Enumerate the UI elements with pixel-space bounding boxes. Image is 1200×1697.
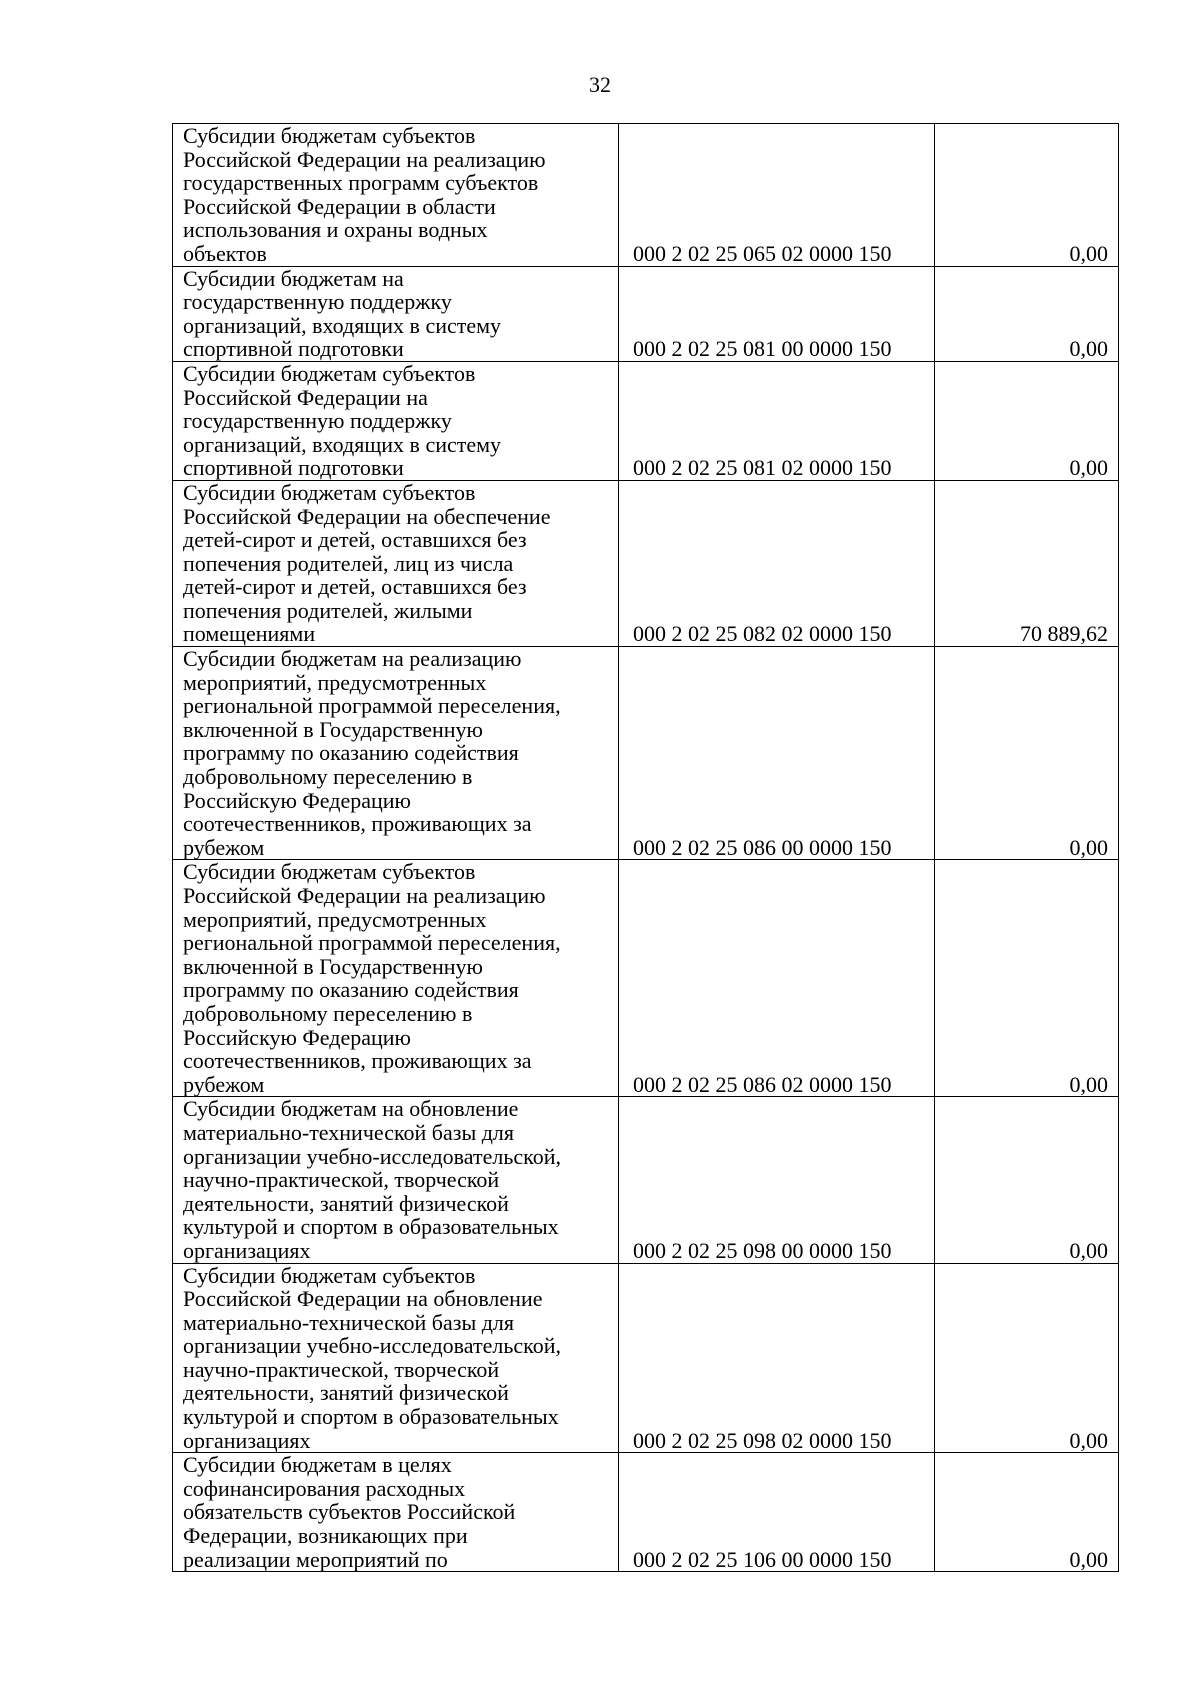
page-number: 32 [589, 72, 611, 97]
row-name: Субсидии бюджетам на обновление материально-технической базы для организации учебно-исследовательской, научно-практической, творческой деятельности, занятий физической культурой и спортом в образовательных организациях [173, 1097, 619, 1263]
row-code: 000 2 02 25 081 02 0000 150 [619, 361, 935, 480]
table-row [173, 1453, 1119, 1572]
table-row [173, 480, 1119, 646]
row-sum: 0,00 [935, 860, 1119, 1097]
row-code: 000 2 02 25 065 02 0000 150 [619, 124, 935, 267]
row-sum: 0,00 [935, 1263, 1119, 1453]
row-sum: 70 889,62 [935, 480, 1119, 646]
table-row [173, 860, 1119, 1097]
row-name: Субсидии бюджетам субъектов Российской Федерации на реализацию государственных программ субъектов Российской Федерации в области использования и охраны водных объектов [173, 124, 619, 267]
table-row [173, 361, 1119, 480]
row-sum: 0,00 [935, 1097, 1119, 1263]
budget-table [172, 123, 1119, 1572]
row-code: 000 2 02 25 086 02 0000 150 [619, 860, 935, 1097]
row-name: Субсидии бюджетам субъектов Российской Федерации на государственную поддержку организаций, входящих в систему спортивной подготовки [173, 361, 619, 480]
row-name: Субсидии бюджетам субъектов Российской Федерации на реализацию мероприятий, предусмотренных региональной программой переселения, включенной в Государственную программу по оказанию содействия добровольному переселению в Российскую Федерацию соотечественников, проживающих за рубежом [173, 860, 619, 1097]
table-row [173, 124, 1119, 267]
row-sum: 0,00 [935, 266, 1119, 361]
row-code: 000 2 02 25 081 00 0000 150 [619, 266, 935, 361]
row-code: 000 2 02 25 106 00 0000 150 [619, 1453, 935, 1572]
table-row [173, 647, 1119, 860]
row-name: Субсидии бюджетам субъектов Российской Федерации на обеспечение детей-сирот и детей, оставшихся без попечения родителей, лиц из числа детей-сирот и детей, оставшихся без попечения родителей, жилыми помещениями [173, 480, 619, 646]
row-sum: 0,00 [935, 361, 1119, 480]
row-code: 000 2 02 25 086 00 0000 150 [619, 647, 935, 860]
table-row [173, 266, 1119, 361]
row-sum: 0,00 [935, 1453, 1119, 1572]
row-name: Субсидии бюджетам субъектов Российской Федерации на обновление материально-технической базы для организации учебно-исследовательской, научно-практической, творческой деятельности, занятий физической культурой и спортом в образовательных организациях [173, 1263, 619, 1453]
row-name: Субсидии бюджетам на государственную поддержку организаций, входящих в систему спортивной подготовки [173, 266, 619, 361]
row-sum: 0,00 [935, 647, 1119, 860]
row-name: Субсидии бюджетам в целях софинансирования расходных обязательств субъектов Российской Федерации, возникающих при реализации мероприятий по [173, 1453, 619, 1572]
row-code: 000 2 02 25 082 02 0000 150 [619, 480, 935, 646]
row-code: 000 2 02 25 098 02 0000 150 [619, 1263, 935, 1453]
table-row [173, 1263, 1119, 1453]
table-row [173, 1097, 1119, 1263]
row-name: Субсидии бюджетам на реализацию мероприятий, предусмотренных региональной программой переселения, включенной в Государственную программу по оказанию содействия добровольному переселению в Российскую Федерацию соотечественников, проживающих за рубежом [173, 647, 619, 860]
row-code: 000 2 02 25 098 00 0000 150 [619, 1097, 935, 1263]
row-sum: 0,00 [935, 124, 1119, 267]
